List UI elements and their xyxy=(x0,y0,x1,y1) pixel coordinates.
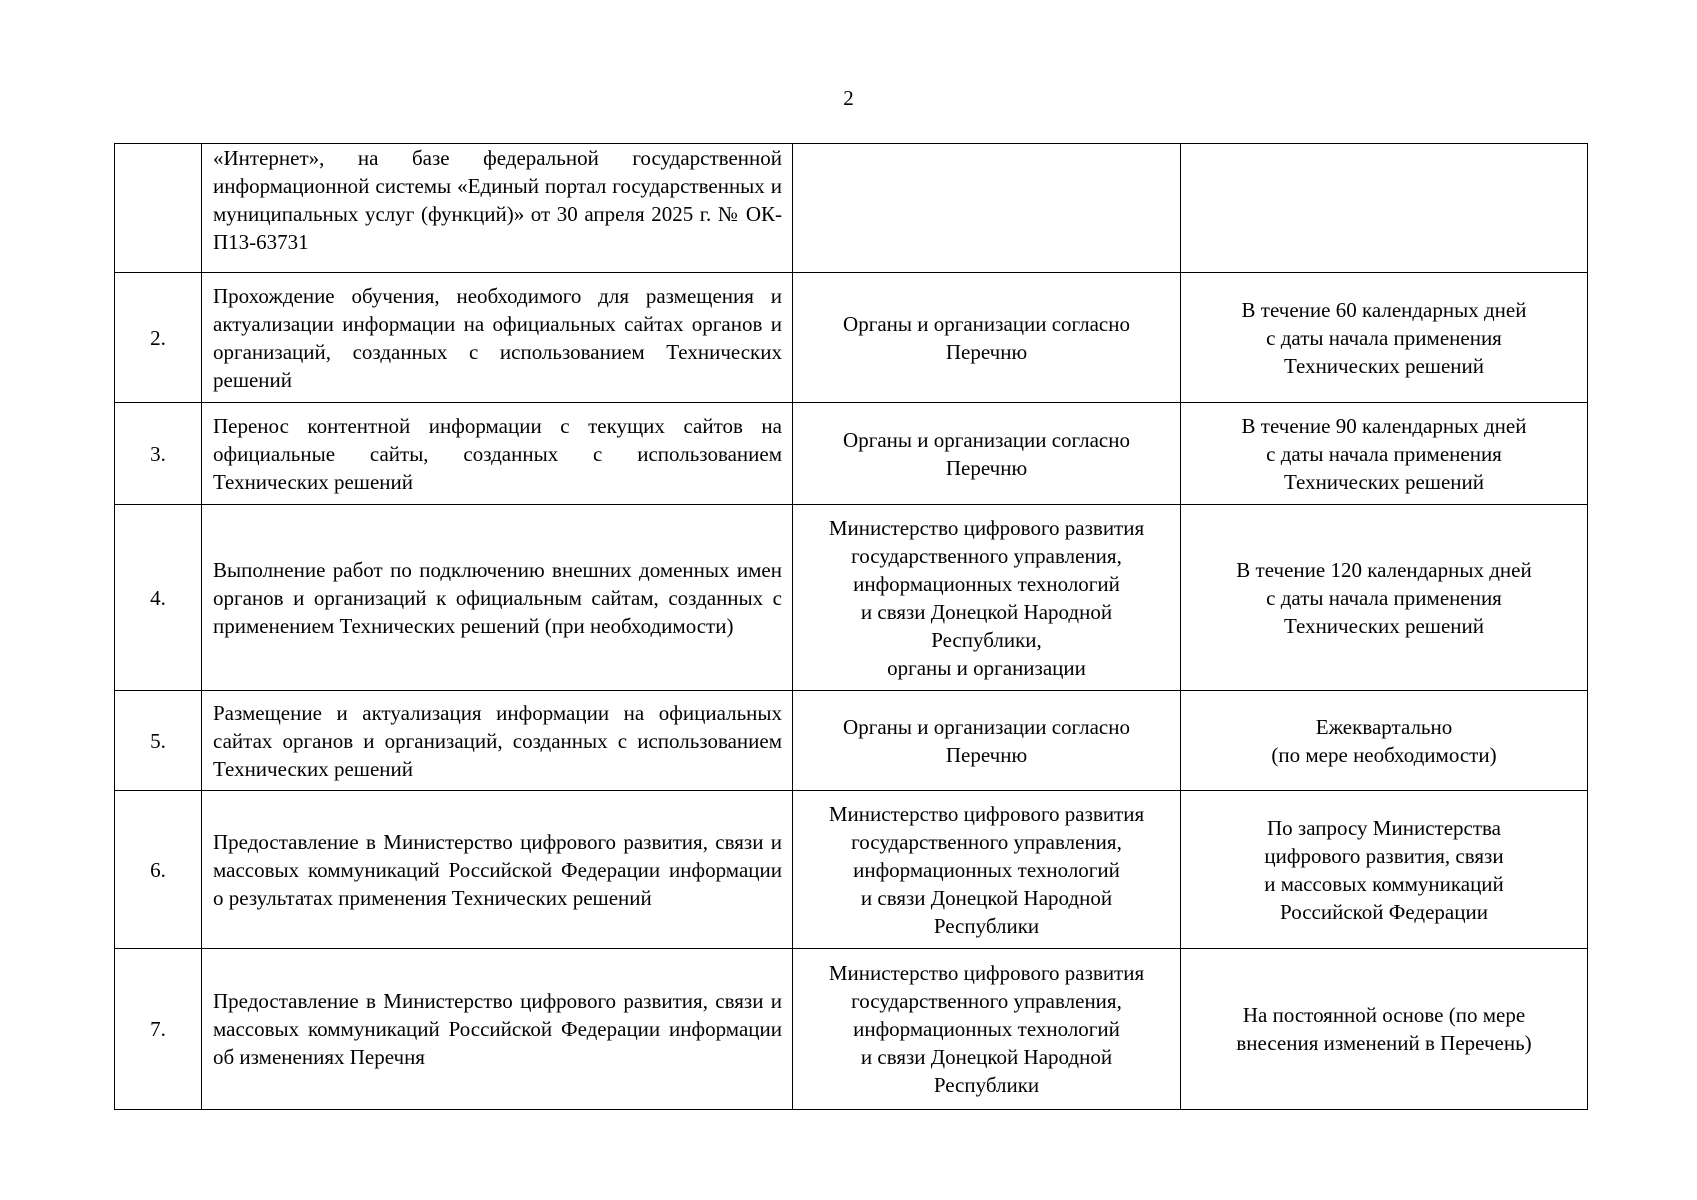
responsible-line: Министерство цифрового развития xyxy=(828,961,1145,985)
responsible-cell xyxy=(793,505,1181,691)
activity-cell: «Интернет», на базе федеральной государственной информационной системы «Единый портал государственных и муниципальных услуг (функций)» от 30 апреля 2025 г. № ОК-П13-63731 xyxy=(202,144,793,273)
responsible-line: Органы и организации согласно xyxy=(843,427,1130,452)
deadline-line: с даты начала применения xyxy=(1266,325,1502,350)
responsible-line: Республики xyxy=(933,1073,1040,1097)
row-number: 5. xyxy=(115,691,202,791)
row-number: 2. xyxy=(115,273,202,403)
deadline-line: Технических решений xyxy=(1284,353,1484,378)
responsible-cell xyxy=(793,403,1181,505)
deadline-line: цифрового развития, связи xyxy=(1264,843,1504,868)
responsible-cell xyxy=(793,144,1181,273)
responsible-line: государственного управления, xyxy=(851,543,1122,568)
page-number: 2 xyxy=(843,86,854,110)
table-row xyxy=(115,505,1588,691)
table-row xyxy=(115,791,1588,949)
activity-cell: Предоставление в Министерство цифрового развития, связи и массовых коммуникаций Российской Федерации информации о результатах применения Технических решений xyxy=(202,791,793,949)
deadline-line: Технических решений xyxy=(1284,613,1484,638)
responsible-cell xyxy=(793,791,1181,949)
activity-cell: Размещение и актуализация информации на официальных сайтах органов и организаций, созданных с использованием Технических решений xyxy=(202,691,793,791)
deadline-line: с даты начала применения xyxy=(1266,585,1502,610)
deadline-line: По запросу Министерства xyxy=(1267,815,1501,840)
row-number: 7. xyxy=(115,949,202,1110)
table-row xyxy=(115,144,1588,273)
responsible-line: Республики xyxy=(933,913,1040,938)
responsible-line: Перечню xyxy=(945,742,1028,767)
responsible-line: Перечню xyxy=(945,455,1028,480)
responsible-line: государственного управления, xyxy=(851,989,1122,1013)
deadline-cell xyxy=(1181,949,1588,1110)
row-number: 3. xyxy=(115,403,202,505)
table-row xyxy=(115,273,1588,403)
deadline-line: Технических решений xyxy=(1284,469,1484,494)
responsible-line: органы и организации xyxy=(887,655,1086,680)
deadline-line: (по мере необходимости) xyxy=(1271,742,1497,767)
responsible-line: и связи Донецкой Народной xyxy=(860,885,1113,910)
responsible-line: Республики, xyxy=(931,627,1042,652)
activity-cell: Прохождение обучения, необходимого для размещения и актуализации информации на официальных сайтах органов и организаций, созданных с использованием Технических решений xyxy=(202,273,793,403)
deadline-cell xyxy=(1181,691,1588,791)
deadline-line: Ежеквартально xyxy=(1315,714,1453,739)
responsible-line: Перечню xyxy=(945,339,1028,364)
table-row xyxy=(115,403,1588,505)
deadline-cell xyxy=(1181,144,1588,273)
responsible-line: Органы и организации согласно xyxy=(843,714,1130,739)
activities-table xyxy=(114,143,1588,1110)
deadline-cell xyxy=(1181,791,1588,949)
responsible-cell xyxy=(793,273,1181,403)
responsible-line: и связи Донецкой Народной xyxy=(860,599,1113,624)
deadline-cell xyxy=(1181,403,1588,505)
row-number xyxy=(115,144,202,273)
row-number: 6. xyxy=(115,791,202,949)
deadline-cell xyxy=(1181,273,1588,403)
activity-cell: Перенос контентной информации с текущих сайтов на официальные сайты, созданных с использованием Технических решений xyxy=(202,403,793,505)
responsible-line: информационных технологий xyxy=(853,857,1120,882)
responsible-line: и связи Донецкой Народной xyxy=(860,1045,1113,1069)
deadline-line: Российской Федерации xyxy=(1280,899,1488,924)
responsible-line: информационных технологий xyxy=(853,1017,1120,1041)
responsible-line: Органы и организации согласно xyxy=(843,311,1130,336)
activity-cell: Выполнение работ по подключению внешних доменных имен органов и организаций к официальным сайтам, созданных с применением Технических решений (при необходимости) xyxy=(202,505,793,691)
responsible-line: Министерство цифрового развития xyxy=(828,801,1145,826)
table-row xyxy=(115,691,1588,791)
responsible-line: информационных технологий xyxy=(853,571,1120,596)
row-number: 4. xyxy=(115,505,202,691)
deadline-line: На постоянной основе (по мере xyxy=(1242,1003,1526,1027)
deadline-line: и массовых коммуникаций xyxy=(1264,871,1504,896)
responsible-line: Министерство цифрового развития xyxy=(828,515,1145,540)
responsible-cell xyxy=(793,691,1181,791)
deadline-line: внесения изменений в Перечень) xyxy=(1236,1031,1532,1055)
responsible-cell xyxy=(793,949,1181,1110)
activity-cell: Предоставление в Министерство цифрового развития, связи и массовых коммуникаций Российской Федерации информации об изменениях Перечня xyxy=(202,949,793,1110)
deadline-cell xyxy=(1181,505,1588,691)
responsible-line: государственного управления, xyxy=(851,829,1122,854)
table-row xyxy=(115,949,1588,1110)
deadline-line: В течение 120 календарных дней xyxy=(1236,557,1532,582)
deadline-line: с даты начала применения xyxy=(1266,441,1502,466)
deadline-line: В течение 60 календарных дней xyxy=(1241,297,1527,322)
deadline-line: В течение 90 календарных дней xyxy=(1241,413,1527,438)
